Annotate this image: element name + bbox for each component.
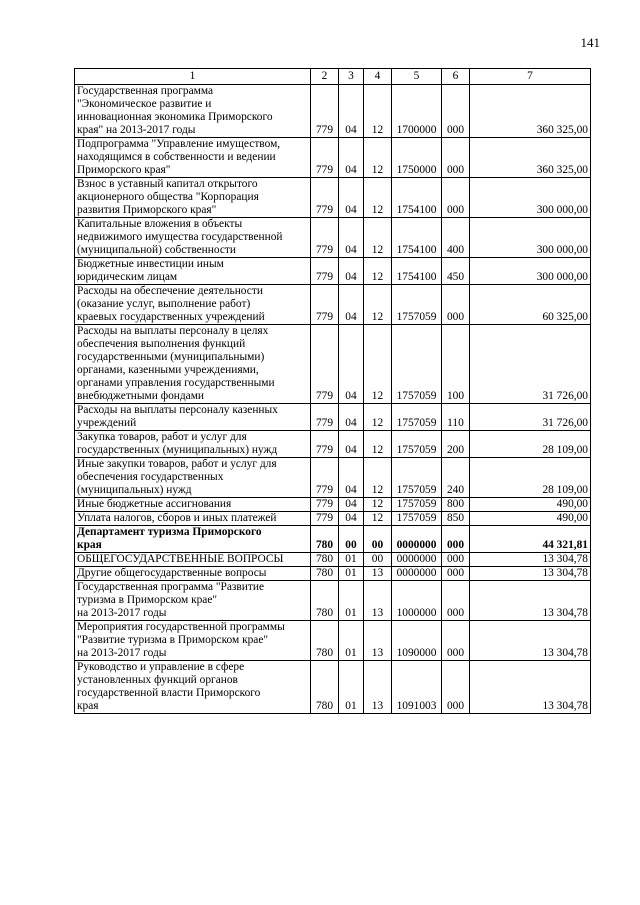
table-row — [75, 85, 591, 138]
subsection-code-cell: 13 — [364, 581, 392, 621]
amount-cell: 13 304,78 — [470, 621, 591, 661]
admin-code-cell: 779 — [311, 431, 339, 458]
row-name-line: Руководство и управление в сфере — [77, 661, 245, 673]
table-row — [75, 431, 591, 458]
row-name-line: (муниципальных) нужд — [77, 484, 192, 496]
table-body — [75, 85, 591, 714]
target-code-cell: 1757059 — [392, 431, 442, 458]
row-name-line: Уплата налогов, сборов и иных платежей — [77, 512, 277, 524]
header-row — [75, 69, 591, 85]
amount-cell: 60 325,00 — [470, 285, 591, 325]
subsection-code-cell: 12 — [364, 218, 392, 258]
header-cell-4: 4 — [364, 69, 392, 85]
amount-cell: 31 726,00 — [470, 325, 591, 404]
expense-type-cell: 000 — [442, 285, 470, 325]
page-number: 141 — [580, 35, 600, 50]
amount-cell: 300 000,00 — [470, 258, 591, 285]
row-name-line: Государственная программа — [77, 85, 214, 97]
expense-type-cell: 200 — [442, 431, 470, 458]
section-code-cell: 01 — [339, 661, 364, 714]
section-code-cell: 04 — [339, 85, 364, 138]
target-code-cell: 1090000 — [392, 621, 442, 661]
amount-cell: 13 304,78 — [470, 581, 591, 621]
row-name-cell — [75, 458, 311, 498]
subsection-code-cell: 12 — [364, 138, 392, 178]
admin-code-cell: 780 — [311, 661, 339, 714]
row-name-line: края — [77, 700, 99, 712]
amount-cell: 300 000,00 — [470, 178, 591, 218]
expense-type-cell: 240 — [442, 458, 470, 498]
header-cell-2: 2 — [311, 69, 339, 85]
table-row — [75, 581, 591, 621]
row-name-cell — [75, 325, 311, 404]
subsection-code-cell: 13 — [364, 567, 392, 581]
row-name-line: ОБЩЕГОСУДАРСТВЕННЫЕ ВОПРОСЫ — [77, 553, 284, 565]
section-code-cell: 00 — [339, 526, 364, 553]
target-code-cell: 1754100 — [392, 258, 442, 285]
row-name-line: инновационная экономика Приморского — [77, 111, 273, 123]
row-name-line: государственных (муниципальных) нужд — [77, 444, 278, 456]
row-name-line: Бюджетные инвестиции иным — [77, 258, 224, 270]
expense-type-cell: 800 — [442, 498, 470, 512]
row-name-line: Расходы на выплаты персоналу в целях — [77, 325, 269, 337]
target-code-cell: 0000000 — [392, 553, 442, 567]
admin-code-cell: 779 — [311, 85, 339, 138]
admin-code-cell: 779 — [311, 138, 339, 178]
table-row — [75, 498, 591, 512]
target-code-cell: 1754100 — [392, 218, 442, 258]
header-cell-5: 5 — [392, 69, 442, 85]
row-name-line: учреждений — [77, 417, 137, 429]
section-code-cell: 04 — [339, 431, 364, 458]
row-name-line: обеспечения государственных — [77, 471, 224, 483]
row-name-cell — [75, 431, 311, 458]
section-code-cell: 01 — [339, 567, 364, 581]
subsection-code-cell: 12 — [364, 458, 392, 498]
section-code-cell: 04 — [339, 404, 364, 431]
subsection-code-cell: 13 — [364, 661, 392, 714]
row-name-line: установленных функций органов — [77, 674, 238, 686]
subsection-code-cell: 12 — [364, 498, 392, 512]
row-name-line: "Экономическое развитие и — [77, 98, 212, 110]
row-name-line: развития Приморского края" — [77, 204, 217, 216]
row-name-line: (муниципальной) собственности — [77, 244, 236, 256]
expense-type-cell: 850 — [442, 512, 470, 526]
target-code-cell: 1757059 — [392, 404, 442, 431]
subsection-code-cell: 12 — [364, 325, 392, 404]
row-name-cell — [75, 553, 311, 567]
table-row — [75, 458, 591, 498]
target-code-cell: 1757059 — [392, 285, 442, 325]
row-name-line: обеспечения выполнения функций — [77, 338, 246, 350]
table-row — [75, 325, 591, 404]
admin-code-cell: 779 — [311, 512, 339, 526]
table-row — [75, 178, 591, 218]
row-name-cell — [75, 498, 311, 512]
expense-type-cell: 000 — [442, 581, 470, 621]
admin-code-cell: 780 — [311, 526, 339, 553]
subsection-code-cell: 13 — [364, 621, 392, 661]
admin-code-cell: 780 — [311, 621, 339, 661]
subsection-code-cell: 12 — [364, 404, 392, 431]
section-code-cell: 01 — [339, 621, 364, 661]
subsection-code-cell: 00 — [364, 526, 392, 553]
row-name-cell — [75, 404, 311, 431]
expense-type-cell: 000 — [442, 661, 470, 714]
amount-cell: 13 304,78 — [470, 567, 591, 581]
section-code-cell: 04 — [339, 258, 364, 285]
row-name-cell — [75, 178, 311, 218]
subsection-code-cell: 12 — [364, 85, 392, 138]
section-code-cell: 01 — [339, 581, 364, 621]
row-name-line: органами управления государственными — [77, 377, 275, 389]
subsection-code-cell: 12 — [364, 285, 392, 325]
expense-type-cell: 000 — [442, 553, 470, 567]
row-name-line: (оказание услуг, выполнение работ) — [77, 298, 251, 310]
amount-cell: 360 325,00 — [470, 85, 591, 138]
row-name-cell — [75, 218, 311, 258]
subsection-code-cell: 00 — [364, 553, 392, 567]
row-name-cell — [75, 661, 311, 714]
row-name-line: внебюджетными фондами — [77, 390, 205, 402]
section-code-cell: 01 — [339, 553, 364, 567]
admin-code-cell: 779 — [311, 178, 339, 218]
table-row — [75, 218, 591, 258]
row-name-line: "Развитие туризма в Приморском крае" — [77, 634, 269, 646]
header-cell-6: 6 — [442, 69, 470, 85]
row-name-line: края" на 2013-2017 годы — [77, 124, 196, 136]
row-name-line: Иные закупки товаров, работ и услуг для — [77, 458, 277, 470]
target-code-cell: 1757059 — [392, 458, 442, 498]
expense-type-cell: 000 — [442, 621, 470, 661]
section-code-cell: 04 — [339, 325, 364, 404]
expense-type-cell: 000 — [442, 85, 470, 138]
admin-code-cell: 779 — [311, 404, 339, 431]
section-code-cell: 04 — [339, 138, 364, 178]
section-code-cell: 04 — [339, 178, 364, 218]
admin-code-cell: 780 — [311, 553, 339, 567]
table-row — [75, 258, 591, 285]
row-name-line: Капитальные вложения в объекты — [77, 218, 243, 230]
row-name-cell — [75, 512, 311, 526]
amount-cell: 44 321,81 — [470, 526, 591, 553]
row-name-line: края — [77, 539, 102, 551]
section-code-cell: 04 — [339, 512, 364, 526]
row-name-line: Государственная программа "Развитие — [77, 581, 265, 593]
target-code-cell: 1757059 — [392, 498, 442, 512]
table-row — [75, 567, 591, 581]
expense-type-cell: 000 — [442, 178, 470, 218]
target-code-cell: 1750000 — [392, 138, 442, 178]
row-name-line: государственной власти Приморского — [77, 687, 261, 699]
section-code-cell: 04 — [339, 458, 364, 498]
admin-code-cell: 779 — [311, 218, 339, 258]
amount-cell: 490,00 — [470, 512, 591, 526]
expense-type-cell: 400 — [442, 218, 470, 258]
table-row — [75, 553, 591, 567]
table-row — [75, 404, 591, 431]
row-name-line: юридическим лицам — [77, 271, 178, 283]
expense-type-cell: 110 — [442, 404, 470, 431]
subsection-code-cell: 12 — [364, 431, 392, 458]
row-name-cell — [75, 567, 311, 581]
amount-cell: 28 109,00 — [470, 431, 591, 458]
row-name-cell — [75, 581, 311, 621]
admin-code-cell: 779 — [311, 458, 339, 498]
amount-cell: 490,00 — [470, 498, 591, 512]
admin-code-cell: 780 — [311, 581, 339, 621]
admin-code-cell: 779 — [311, 285, 339, 325]
target-code-cell: 1754100 — [392, 178, 442, 218]
amount-cell: 13 304,78 — [470, 661, 591, 714]
target-code-cell: 1757059 — [392, 512, 442, 526]
row-name-line: недвижимого имущества государственной — [77, 231, 283, 243]
row-name-line: Мероприятия государственной программы — [77, 621, 285, 633]
table-row — [75, 661, 591, 714]
subsection-code-cell: 12 — [364, 258, 392, 285]
row-name-line: Расходы на выплаты персоналу казенных — [77, 404, 278, 416]
row-name-line: на 2013-2017 годы — [77, 607, 167, 619]
row-name-cell — [75, 285, 311, 325]
table-row — [75, 526, 591, 553]
row-name-line: туризма в Приморском крае" — [77, 594, 218, 606]
target-code-cell: 1700000 — [392, 85, 442, 138]
budget-table — [74, 68, 591, 714]
amount-cell: 31 726,00 — [470, 404, 591, 431]
admin-code-cell: 779 — [311, 498, 339, 512]
section-code-cell: 04 — [339, 285, 364, 325]
target-code-cell: 0000000 — [392, 567, 442, 581]
row-name-line: органами, казенными учреждениями, — [77, 364, 259, 376]
amount-cell: 300 000,00 — [470, 218, 591, 258]
expense-type-cell: 000 — [442, 526, 470, 553]
expense-type-cell: 000 — [442, 138, 470, 178]
expense-type-cell: 100 — [442, 325, 470, 404]
target-code-cell: 1757059 — [392, 325, 442, 404]
row-name-line: краевых государственных учреждений — [77, 311, 265, 323]
table-row — [75, 285, 591, 325]
subsection-code-cell: 12 — [364, 178, 392, 218]
expense-type-cell: 450 — [442, 258, 470, 285]
row-name-cell — [75, 85, 311, 138]
row-name-line: на 2013-2017 годы — [77, 647, 167, 659]
amount-cell: 360 325,00 — [470, 138, 591, 178]
admin-code-cell: 780 — [311, 567, 339, 581]
header-cell-7: 7 — [470, 69, 591, 85]
row-name-cell — [75, 526, 311, 553]
table-row — [75, 512, 591, 526]
row-name-line: акционерного общества "Корпорация — [77, 191, 259, 203]
row-name-line: государственными (муниципальными) — [77, 351, 265, 363]
row-name-line: Расходы на обеспечение деятельности — [77, 285, 263, 297]
expense-type-cell: 000 — [442, 567, 470, 581]
row-name-line: Взнос в уставный капитал открытого — [77, 178, 258, 190]
row-name-line: Иные бюджетные ассигнования — [77, 498, 232, 510]
row-name-cell — [75, 621, 311, 661]
row-name-line: Департамент туризма Приморского — [77, 526, 262, 538]
header-cell-1: 1 — [75, 69, 311, 85]
target-code-cell: 1000000 — [392, 581, 442, 621]
section-code-cell: 04 — [339, 218, 364, 258]
target-code-cell: 1091003 — [392, 661, 442, 714]
row-name-cell — [75, 138, 311, 178]
table-row — [75, 138, 591, 178]
section-code-cell: 04 — [339, 498, 364, 512]
subsection-code-cell: 12 — [364, 512, 392, 526]
row-name-cell — [75, 258, 311, 285]
admin-code-cell: 779 — [311, 258, 339, 285]
row-name-line: Закупка товаров, работ и услуг для — [77, 431, 247, 443]
amount-cell: 28 109,00 — [470, 458, 591, 498]
row-name-line: Другие общегосударственные вопросы — [77, 567, 267, 579]
table-row — [75, 621, 591, 661]
target-code-cell: 0000000 — [392, 526, 442, 553]
amount-cell: 13 304,78 — [470, 553, 591, 567]
row-name-line: находящимся в собственности и ведении — [77, 151, 276, 163]
row-name-line: Подпрограмма "Управление имуществом, — [77, 138, 281, 150]
row-name-line: Приморского края" — [77, 164, 171, 176]
header-cell-3: 3 — [339, 69, 364, 85]
admin-code-cell: 779 — [311, 325, 339, 404]
